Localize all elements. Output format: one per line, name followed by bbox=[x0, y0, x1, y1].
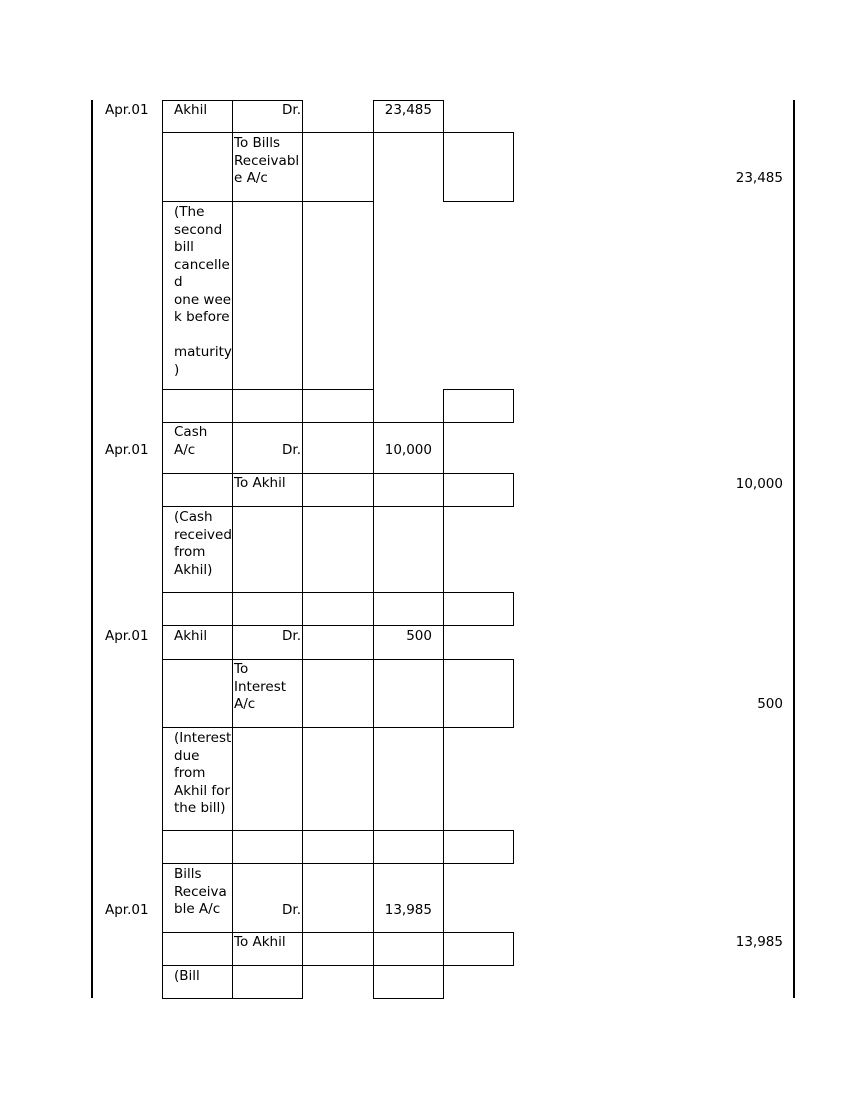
blank-cell bbox=[302, 422, 374, 474]
credit-account: To Akhil bbox=[234, 475, 286, 491]
credit-amount: 23,485 bbox=[735, 170, 783, 186]
debit-account: Cash A/c bbox=[174, 424, 208, 458]
debit-amount: 13,985 bbox=[384, 902, 432, 918]
narration-col2 bbox=[232, 727, 303, 831]
credit-amount-box bbox=[443, 132, 514, 202]
narration: (Interest due from Akhil for the bill) bbox=[174, 730, 232, 816]
narration-col3 bbox=[302, 727, 374, 831]
dr-label: Dr. bbox=[282, 628, 301, 644]
dr-label: Dr. bbox=[282, 442, 301, 458]
credit-amount-box bbox=[443, 659, 514, 728]
narration-col4 bbox=[373, 727, 444, 831]
spacer-cell bbox=[302, 592, 374, 626]
narration-col2 bbox=[232, 201, 303, 390]
spacer-cell bbox=[373, 592, 444, 626]
narration: (The second bill cancelle d one wee k before maturity ) bbox=[174, 204, 232, 378]
blank-cell bbox=[302, 863, 374, 933]
credit-account: To Interest A/c bbox=[234, 661, 287, 712]
credit-mid-cell bbox=[373, 932, 444, 966]
spacer-cell bbox=[232, 389, 303, 423]
spacer-cell bbox=[373, 830, 444, 864]
spacer-cell bbox=[443, 592, 514, 626]
debit-account: Akhil bbox=[174, 628, 208, 644]
narration-col3 bbox=[302, 506, 374, 593]
credit-blank-cell bbox=[162, 473, 233, 507]
credit-amount: 13,985 bbox=[735, 934, 783, 950]
credit-blank-cell bbox=[162, 132, 233, 202]
entry-date: Apr.01 bbox=[105, 628, 149, 644]
narration-col4 bbox=[373, 965, 444, 999]
dr-cell bbox=[232, 863, 303, 933]
narration-col2 bbox=[232, 506, 303, 593]
right-border bbox=[793, 100, 795, 998]
credit-amount: 500 bbox=[757, 696, 783, 712]
narration-col2 bbox=[232, 965, 303, 999]
credit-blank-cell bbox=[162, 932, 233, 966]
credit-account: To Bills Receivabl e A/c bbox=[234, 135, 300, 186]
narration: (Cash received from Akhil) bbox=[174, 509, 232, 578]
left-border bbox=[91, 100, 93, 998]
credit-mid-cell bbox=[302, 132, 374, 202]
spacer-cell bbox=[302, 389, 374, 423]
narration: (Bill bbox=[174, 968, 200, 984]
debit-amount-cell bbox=[373, 863, 444, 933]
spacer-cell bbox=[302, 830, 374, 864]
spacer-cell bbox=[162, 389, 233, 423]
spacer-cell bbox=[443, 389, 514, 423]
credit-mid-cell bbox=[302, 932, 374, 966]
debit-account: Akhil bbox=[174, 102, 208, 118]
entry-date: Apr.01 bbox=[105, 442, 149, 458]
narration-col3 bbox=[302, 201, 374, 390]
spacer-cell bbox=[232, 592, 303, 626]
dr-label: Dr. bbox=[282, 102, 301, 118]
credit-amount-box bbox=[443, 473, 514, 507]
dr-label: Dr. bbox=[282, 902, 301, 918]
credit-mid-cell bbox=[302, 659, 374, 728]
debit-amount: 500 bbox=[406, 628, 432, 644]
entry-date: Apr.01 bbox=[105, 902, 149, 918]
entry-date: Apr.01 bbox=[105, 102, 149, 118]
blank-cell bbox=[302, 625, 374, 660]
credit-mid-cell bbox=[302, 473, 374, 507]
debit-amount: 23,485 bbox=[384, 102, 432, 118]
credit-amount-box bbox=[443, 932, 514, 966]
spacer-cell bbox=[162, 592, 233, 626]
debit-account: Bills Receiva ble A/c bbox=[174, 866, 227, 917]
credit-account: To Akhil bbox=[234, 934, 286, 950]
spacer-cell bbox=[232, 830, 303, 864]
narration-col4 bbox=[373, 506, 444, 593]
spacer-cell bbox=[162, 830, 233, 864]
credit-amount: 10,000 bbox=[735, 476, 783, 492]
credit-mid-cell bbox=[373, 473, 444, 507]
debit-amount: 10,000 bbox=[384, 442, 432, 458]
spacer-cell bbox=[443, 830, 514, 864]
credit-mid-cell bbox=[373, 659, 444, 728]
credit-blank-cell bbox=[162, 659, 233, 728]
